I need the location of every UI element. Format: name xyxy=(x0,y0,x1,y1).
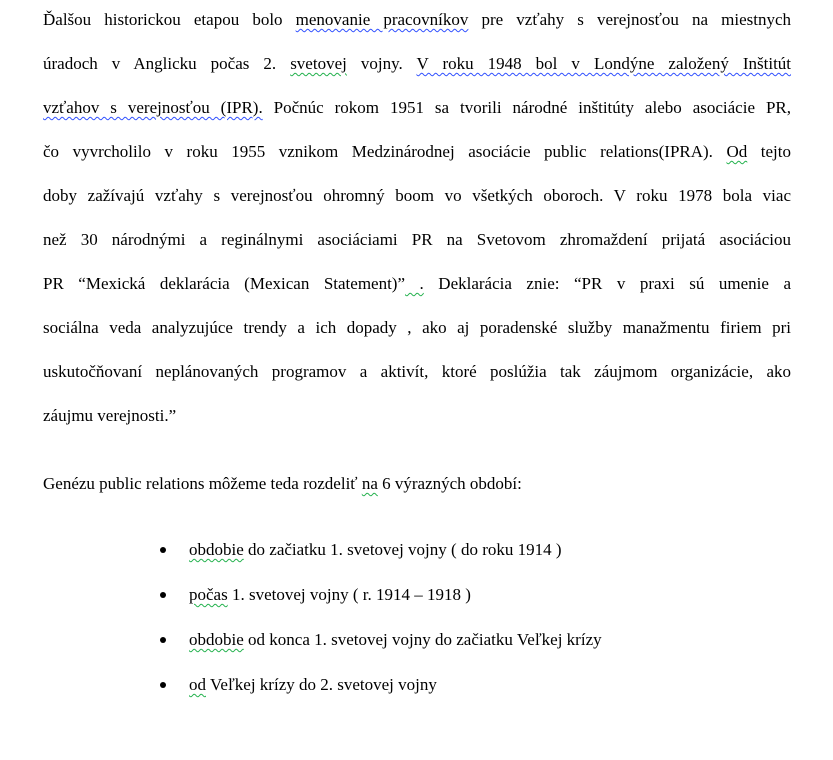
paragraph-line xyxy=(43,98,791,118)
text-run: uskutočňovaní neplánovaných programov a aktivít, ktoré poslúžia tak záujmom organizácie, ako xyxy=(43,362,791,381)
list-item-text xyxy=(189,540,562,560)
paragraph-line xyxy=(43,10,791,30)
spelling-flag: od xyxy=(189,675,206,694)
text-run: čo vyvrcholilo v roku 1955 vznikom Medzinárodnej asociácie public relations(IPRA). xyxy=(43,142,727,161)
text-run: sociálna veda analyzujúce trendy a ich dopady , ako aj poradenské služby manažmentu firiem pri xyxy=(43,318,791,337)
spelling-flag: . xyxy=(405,274,424,293)
spelling-flag: svetovej xyxy=(290,54,347,73)
text-run: do začiatku 1. svetovej vojny ( do roku 1914 ) xyxy=(243,540,562,559)
text-run: PR “Mexická deklarácia (Mexican Statement)” xyxy=(43,274,406,293)
intro-sentence xyxy=(43,474,522,494)
text-run: úradoch v Anglicku počas 2. xyxy=(43,54,291,73)
text-run: 1. svetovej vojny ( r. 1914 – 1918 ) xyxy=(227,585,471,604)
paragraph-line xyxy=(43,318,791,338)
grammar-flag: vzťahov s verejnosťou (IPR). xyxy=(43,98,263,117)
list-item-text xyxy=(189,630,602,650)
text-run: tejto xyxy=(747,142,792,161)
text-run: doby zažívajú vzťahy s verejnosťou ohromný boom vo všetkých oboroch. V roku 1978 bola viac xyxy=(43,186,791,205)
spelling-flag: obdobie xyxy=(189,540,244,559)
paragraph-line xyxy=(43,230,791,250)
text-run: Deklarácia znie: “PR v praxi sú umenie a xyxy=(423,274,791,293)
spelling-flag: obdobie xyxy=(189,630,244,649)
list-item-text xyxy=(189,675,437,695)
paragraph-line xyxy=(43,186,791,206)
text-run: Genézu public relations môžeme teda rozdeliť xyxy=(43,474,362,493)
grammar-flag: menovanie pracovníkov xyxy=(295,10,469,29)
text-run: pre vzťahy s verejnosťou na miestnych xyxy=(468,10,791,29)
text-run: 6 výrazných období: xyxy=(377,474,522,493)
spelling-flag: Od xyxy=(726,142,748,161)
text-run: záujmu verejnosti.” xyxy=(43,406,177,425)
paragraph-line xyxy=(43,362,791,382)
paragraph-line xyxy=(43,406,791,426)
grammar-flag: V roku 1948 bol v Londýne založený Inštitút xyxy=(416,54,792,73)
bullet-icon xyxy=(160,547,166,553)
spelling-flag: počas xyxy=(189,585,228,604)
text-run: Veľkej krízy do 2. svetovej vojny xyxy=(206,675,437,694)
list-item-text xyxy=(189,585,471,605)
text-run: než 30 národnými a reginálnymi asociáciami PR na Svetovom zhromaždení prijatá asociáciou xyxy=(43,230,791,249)
paragraph-line xyxy=(43,54,791,74)
text-run: vojny. xyxy=(346,54,417,73)
text-run: Ďalšou historickou etapou bolo xyxy=(43,10,296,29)
bullet-icon xyxy=(160,637,166,643)
spelling-flag: na xyxy=(361,474,378,493)
bullet-icon xyxy=(160,592,166,598)
paragraph-line xyxy=(43,142,791,162)
paragraph-line xyxy=(43,274,791,294)
text-run: od konca 1. svetovej vojny do začiatku Veľkej krízy xyxy=(243,630,602,649)
text-run: Počnúc rokom 1951 sa tvorili národné inštitúty alebo asociácie PR, xyxy=(262,98,791,117)
bullet-icon xyxy=(160,682,166,688)
